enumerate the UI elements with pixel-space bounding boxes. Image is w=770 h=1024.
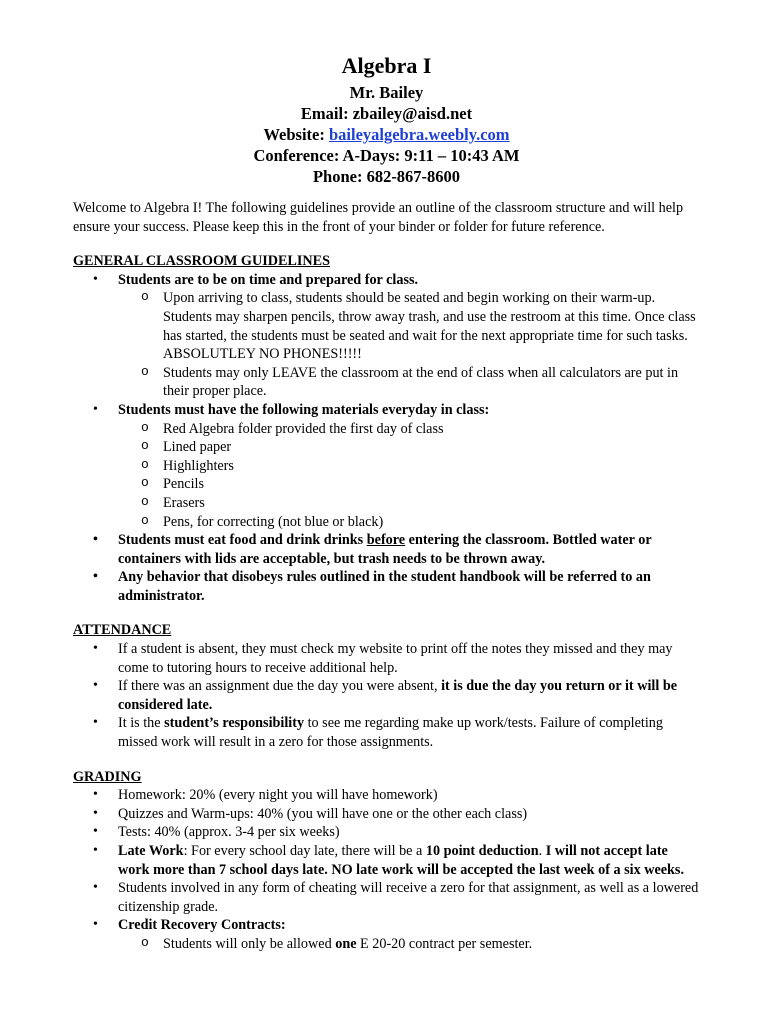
bullet-icon: •	[93, 880, 98, 896]
late-work-sep: .	[538, 843, 546, 859]
bullet-icon: •	[93, 805, 98, 821]
conference-time: Conference: A-Days: 9:11 – 10:43 AM	[253, 146, 520, 165]
website-link[interactable]: baileyalgebra.weebly.com	[328, 125, 510, 144]
material-item: Pencils	[163, 476, 204, 493]
attendance-item-text: If there was an assignment due the day you were absent,	[118, 678, 442, 695]
material-item: Red Algebra folder provided the first day of class	[163, 420, 444, 437]
guideline-materials: Students must have the following materials everyday in class:	[118, 401, 490, 418]
materials-list	[118, 420, 700, 532]
material-item: Erasers	[163, 494, 205, 511]
sub-list	[118, 289, 700, 401]
sub-bullet-icon: o	[141, 475, 149, 491]
guideline-behavior: Any behavior that disobeys rules outlined in the student handbook will be referred to an administrator.	[118, 569, 651, 604]
document-header	[73, 52, 700, 187]
credit-recovery-title: Credit Recovery Contracts:	[118, 917, 286, 934]
list-item	[73, 714, 700, 751]
page-title: Algebra I	[341, 53, 432, 78]
bullet-icon: •	[93, 532, 98, 548]
intro-paragraph: Welcome to Algebra I! The following guidelines provide an outline of the classroom structure and will help ensure your success. Please keep this in the front of your binder or folder for future reference.	[73, 200, 684, 235]
teacher-email: Email: zbailey@aisd.net	[300, 104, 473, 123]
teacher-phone: Phone: 682-867-8600	[312, 167, 461, 186]
sub-bullet-icon: o	[141, 438, 149, 454]
attendance-item-text: If a student is absent, they must check my website to print off the notes they missed and they may come to tutoring hours to receive additional help.	[118, 641, 673, 676]
list-item	[73, 823, 700, 842]
sub-list-item	[118, 935, 700, 954]
sub-list-item	[118, 513, 700, 532]
bullet-icon: •	[93, 715, 98, 731]
guideline-food-before: before	[366, 532, 406, 549]
list-item	[73, 640, 700, 677]
attendance-item-text: It is the	[118, 715, 165, 732]
material-item: Pens, for correcting (not blue or black)	[163, 513, 384, 530]
bullet-icon: •	[93, 271, 98, 287]
list-item	[73, 842, 700, 879]
late-work-label: Late Work	[118, 843, 184, 859]
bullet-icon: •	[93, 641, 98, 657]
attendance-late-note: it is due the day you return or it will be considered late.	[118, 678, 678, 713]
late-work-text: : For every school day late, there will be a	[183, 843, 426, 859]
bullet-icon: •	[93, 787, 98, 803]
material-item: Lined paper	[163, 439, 232, 456]
attendance-list	[73, 640, 700, 752]
website-label: Website:	[263, 125, 329, 144]
sub-list-item	[118, 289, 700, 363]
sub-list-item	[118, 475, 700, 494]
list-item	[73, 916, 700, 953]
section-title-grading: GRADING	[73, 768, 142, 785]
grading-list	[73, 786, 700, 953]
sub-item-text: Students may only LEAVE the classroom at the end of class when all calculators are put in their proper place.	[163, 364, 679, 400]
credit-text-a: Students will only be allowed	[163, 935, 336, 952]
bullet-icon: •	[93, 843, 98, 858]
credit-text-c: E 20-20 contract per semester.	[356, 935, 533, 952]
bullet-icon: •	[93, 917, 98, 933]
sub-bullet-icon: o	[141, 456, 149, 472]
section-title-attendance: ATTENDANCE	[73, 622, 172, 639]
guideline-food-a: Students must eat food and drink drinks	[118, 532, 367, 549]
bullet-icon: •	[93, 824, 98, 840]
general-guidelines-list	[73, 271, 700, 606]
late-work-deduction: 10 point deduction	[425, 843, 539, 859]
guideline-on-time: Students are to be on time and prepared for class.	[118, 271, 419, 288]
sub-list-item	[118, 420, 700, 439]
list-item	[73, 786, 700, 805]
sub-list-item	[118, 438, 700, 457]
list-item	[73, 568, 700, 605]
sub-item-text: Upon arriving to class, students should be seated and begin working on their warm-up. Students may sharpen pencils, throw away trash, and use the restroom at this time. Once class has started, the students must be seated and wait for the next appropriate time for such tasks. ABSOLUTLEY NO PHONES!!!!!	[163, 290, 696, 363]
list-item	[73, 271, 700, 401]
attendance-responsibility: student’s responsibility	[164, 715, 305, 732]
bullet-icon: •	[93, 401, 98, 417]
sub-bullet-icon: o	[141, 419, 149, 435]
late-work-policy: I will not accept late work more than 7 school days late. NO late work will be accepted the last week of a six weeks.	[118, 843, 685, 878]
grading-homework: Homework: 20% (every night you will have homework)	[118, 787, 438, 804]
sub-list-item	[118, 364, 700, 401]
grading-cheating: Students involved in any form of cheating will receive a zero for that assignment, as well as a lowered citizenship grade.	[118, 880, 699, 915]
sub-list-item	[118, 494, 700, 513]
teacher-name: Mr. Bailey	[349, 83, 424, 102]
teacher-website	[73, 124, 700, 145]
guideline-food-c: entering the classroom. Bottled water or containers with lids are acceptable, but trash needs to be thrown away.	[118, 532, 652, 567]
sub-list-item	[118, 457, 700, 476]
grading-tests: Tests: 40% (approx. 3-4 per six weeks)	[118, 824, 340, 841]
list-item	[73, 677, 700, 714]
sub-list	[118, 935, 700, 954]
sub-bullet-icon: o	[141, 512, 149, 528]
section-title-general: GENERAL CLASSROOM GUIDELINES	[73, 253, 331, 270]
bullet-icon: •	[93, 569, 98, 585]
credit-text-one: one	[335, 935, 357, 952]
material-item: Highlighters	[163, 457, 234, 474]
list-item	[73, 879, 700, 916]
sub-bullet-icon: o	[141, 289, 149, 305]
list-item	[73, 401, 700, 531]
attendance-item-text: to see me regarding make up work/tests. Failure of completing missed work will result in a zero for those assignments.	[118, 715, 663, 751]
sub-bullet-icon: o	[141, 363, 149, 379]
bullet-icon: •	[93, 678, 98, 694]
list-item	[73, 531, 700, 568]
sub-bullet-icon: o	[141, 493, 149, 509]
sub-bullet-icon: o	[141, 934, 149, 950]
list-item	[73, 805, 700, 824]
grading-quizzes: Quizzes and Warm-ups: 40% (you will have one or the other each class)	[118, 805, 528, 822]
